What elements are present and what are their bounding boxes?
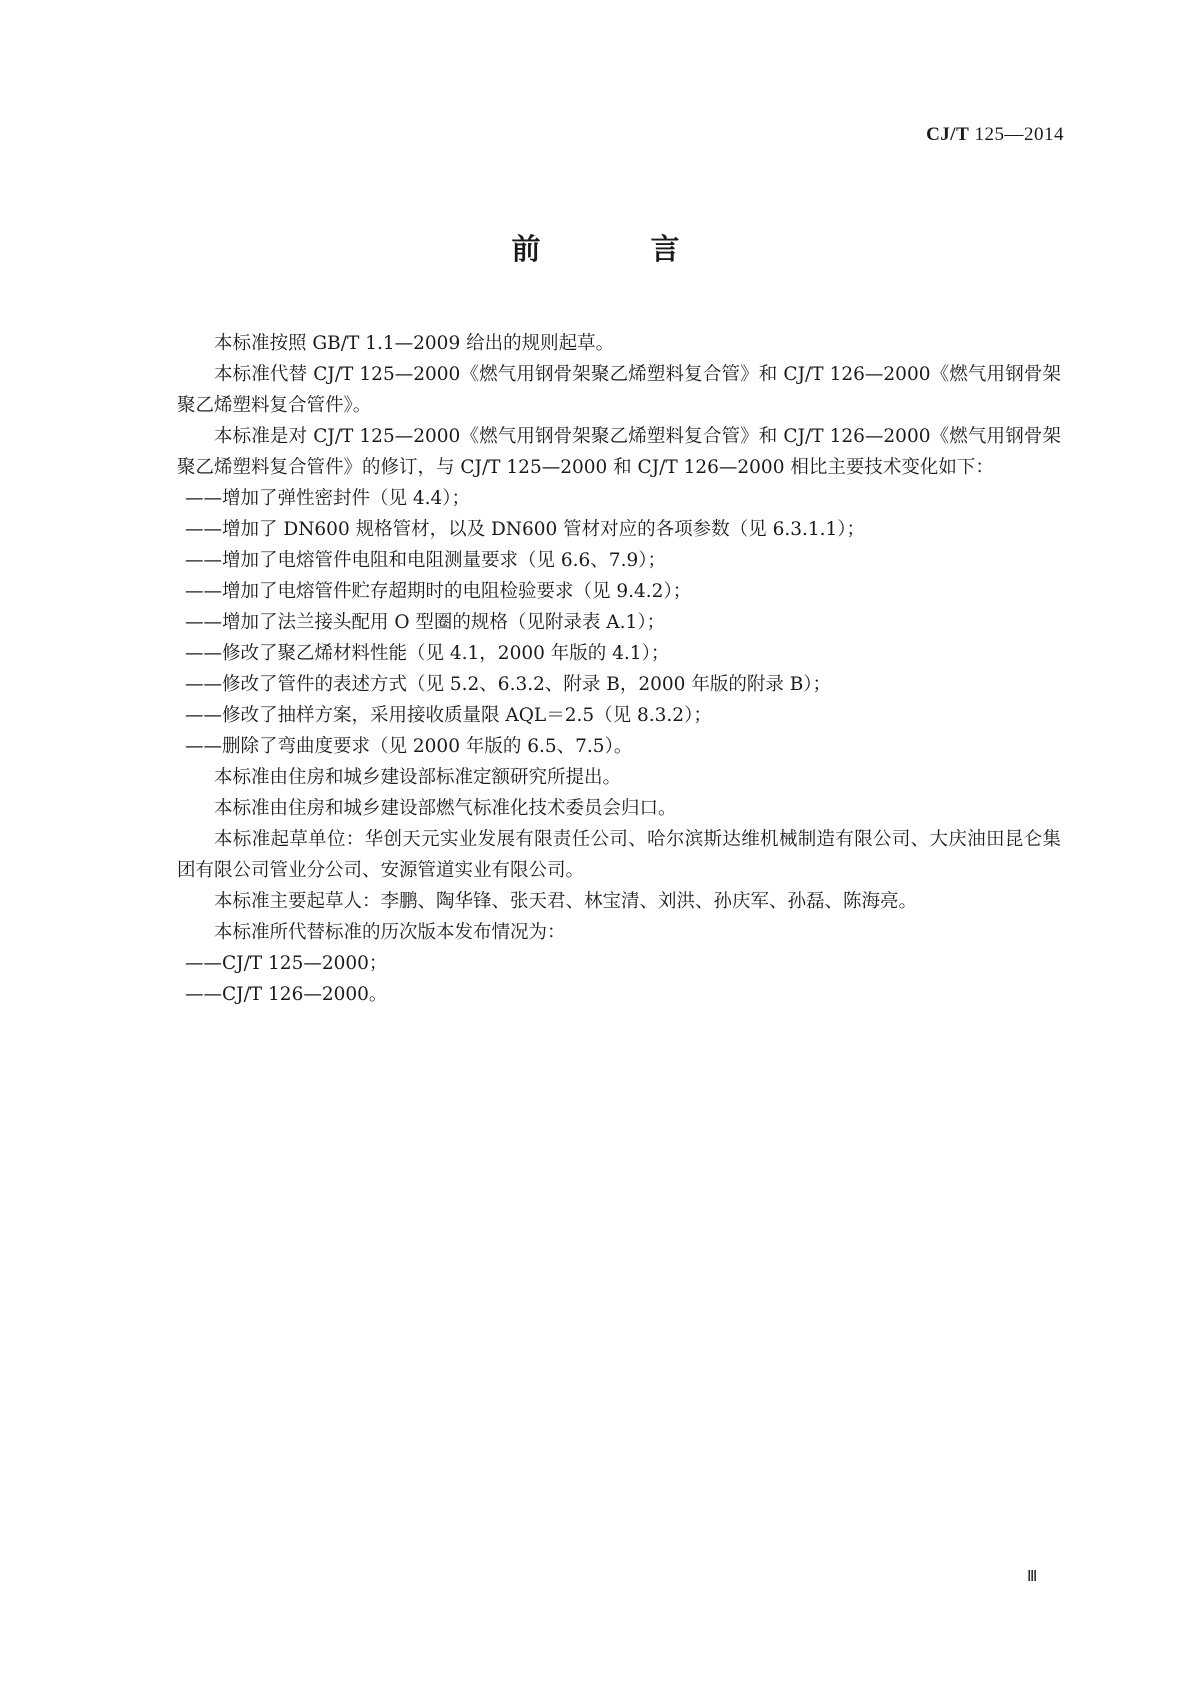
- change-item: ——修改了管件的表述方式（见 5.2、6.3.2、附录 B，2000 年版的附录 B）；: [185, 674, 832, 695]
- standard-prefix: CJ/T: [926, 124, 970, 145]
- change-item: ——增加了电熔管件电阻和电阻测量要求（见 6.6、7.9）；: [185, 550, 666, 571]
- change-item: ——删除了弯曲度要求（见 2000 年版的 6.5、7.5）。: [185, 736, 633, 757]
- page-title: 前 言: [511, 232, 730, 266]
- foreword-body: [177, 328, 1061, 1010]
- history-item: ——CJ/T 125—2000；: [185, 953, 388, 974]
- change-item: ——增加了弹性密封件（见 4.4）；: [185, 488, 471, 509]
- paragraph-revision: 本标准是对 CJ/T 125—2000《燃气用钢骨架聚乙烯塑料复合管》和 CJ/T 126—2000《燃气用钢骨架聚乙烯塑料复合管件》的修订，与 CJ/T 125—2000 和 CJ/T 126—2000 相比主要技术变化如下：: [177, 426, 1061, 478]
- paragraph-drafters: 本标准主要起草人：李鹏、陶华锋、张天君、林宝清、刘洪、孙庆军、孙磊、陈海亮。: [214, 891, 918, 912]
- standard-number: 125—2014: [974, 124, 1064, 145]
- change-item: ——增加了法兰接头配用 O 型圈的规格（见附录表 A.1）；: [185, 612, 666, 633]
- change-item: ——修改了聚乙烯材料性能（见 4.1，2000 年版的 4.1）；: [185, 643, 670, 664]
- change-item: ——增加了 DN600 规格管材，以及 DN600 管材对应的各项参数（见 6.3.1.1）；: [185, 519, 866, 540]
- paragraph-drafting-units: 本标准起草单位：华创天元实业发展有限责任公司、哈尔滨斯达维机械制造有限公司、大庆油田昆仑集团有限公司管业分公司、安源管道实业有限公司。: [177, 829, 1061, 881]
- history-item: ——CJ/T 126—2000。: [185, 984, 388, 1005]
- standard-code: [926, 124, 1064, 146]
- change-item: ——增加了电熔管件贮存超期时的电阻检验要求（见 9.4.2）；: [185, 581, 692, 602]
- paragraph-drafting-rules: 本标准按照 GB/T 1.1—2009 给出的规则起草。: [214, 333, 615, 354]
- page-number: Ⅲ: [1027, 1569, 1038, 1585]
- paragraph-history-intro: 本标准所代替标准的历次版本发布情况为：: [214, 922, 566, 943]
- paragraph-proposed-by: 本标准由住房和城乡建设部标准定额研究所提出。: [214, 767, 622, 788]
- change-item: ——修改了抽样方案，采用接收质量限 AQL＝2.5（见 8.3.2）；: [185, 705, 712, 726]
- paragraph-under-jurisdiction: 本标准由住房和城乡建设部燃气标准化技术委员会归口。: [214, 798, 677, 819]
- paragraph-replaces: 本标准代替 CJ/T 125—2000《燃气用钢骨架聚乙烯塑料复合管》和 CJ/T 126—2000《燃气用钢骨架聚乙烯塑料复合管件》。: [177, 364, 1061, 416]
